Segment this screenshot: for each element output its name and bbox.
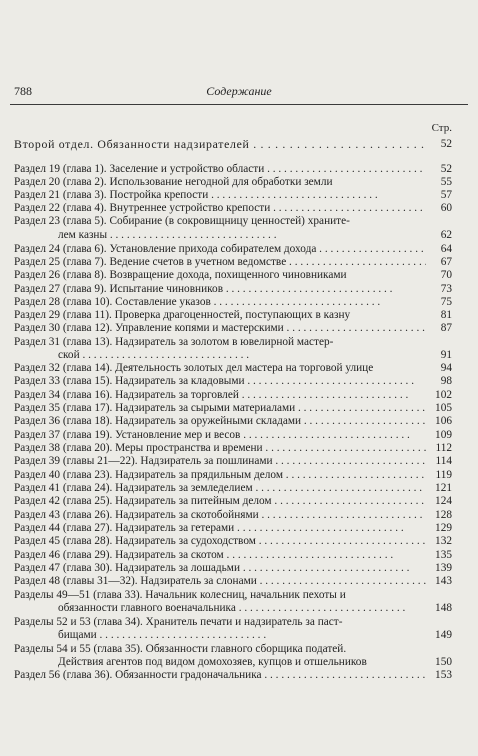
toc-entry-page: 109 <box>435 429 452 441</box>
toc-entry-page: 124 <box>435 495 452 507</box>
toc-entry-text: Раздел 26 (глава 8). Возвращение дохода, похищенного чиновниками <box>14 269 347 281</box>
running-header <box>14 84 464 102</box>
toc-entry-text: Раздел 39 (главы 21—22). Надзиратель за пошлинами . . . <box>14 455 426 468</box>
toc-entry-page: 121 <box>435 482 452 494</box>
toc-entry-page: 132 <box>435 535 452 547</box>
toc-entry-text: Раздел 20 (глава 2). Использование негодной для обработки земли <box>14 176 333 188</box>
toc-entry-page: 106 <box>435 415 452 427</box>
toc-entry-text: Раздел 44 (глава 27). Надзиратель за гетерами . . . <box>14 522 426 535</box>
toc-entry-page: 143 <box>435 575 452 587</box>
toc-entry-text: Разделы 52 и 53 (глава 34). Хранитель печати и надзиратель за паст- <box>14 616 343 628</box>
page-column-header: Стр. <box>431 122 452 134</box>
toc-entry-text: Раздел 36 (глава 18). Надзиратель за оружейными складами . . . <box>14 415 426 428</box>
toc-entry-page: 55 <box>440 176 452 188</box>
page-number: 788 <box>14 84 32 98</box>
toc-entry-page: 153 <box>435 669 452 681</box>
toc-entry-page: 75 <box>440 296 452 308</box>
toc-entry-page: 129 <box>435 522 452 534</box>
toc-entry-text: Раздел 56 (глава 36). Обязанности градоначальника . . . <box>14 669 426 682</box>
toc-entry-text: Раздел 32 (глава 14). Деятельность золотых дел мастера на торговой улице <box>14 362 374 374</box>
toc-entry-page: 139 <box>435 562 452 574</box>
toc-entry-text: обязанности главного военачальника . . . <box>58 602 426 615</box>
toc-entry-text: Раздел 29 (глава 11). Проверка драгоценностей, поступающих в казну <box>14 309 351 321</box>
toc-entry-text: Разделы 49—51 (глава 33). Начальник колесниц, начальник пехоты и <box>14 589 346 601</box>
toc-entry-page: 102 <box>435 389 452 401</box>
toc-entry-text: Раздел 35 (глава 17). Надзиратель за сырыми материалами . . . <box>14 402 426 415</box>
toc-entry-text: Раздел 41 (глава 24). Надзиратель за земледелием . . . <box>14 482 426 495</box>
toc-entry-page: 135 <box>435 549 452 561</box>
toc-entry-text: Раздел 46 (глава 29). Надзиратель за скотом . . . <box>14 549 426 562</box>
toc-entry-text: Второй отдел. Обязанности надзирателей . . . <box>14 138 426 151</box>
toc-entry-page: 87 <box>440 322 452 334</box>
toc-entry-page: 64 <box>440 243 452 255</box>
toc-entry-page: 112 <box>435 442 452 454</box>
header-rule <box>10 104 468 105</box>
toc-entry-page: 52 <box>440 163 452 175</box>
toc-entry-text: Раздел 43 (глава 26). Надзиратель за скотобойнями . . . <box>14 509 426 522</box>
toc-entry-text: Раздел 45 (глава 28). Надзиратель за судоходством . . . <box>14 535 426 548</box>
toc-entry-text: Раздел 34 (глава 16). Надзиратель за торговлей . . . <box>14 389 426 402</box>
toc-entry-page: 67 <box>440 256 452 268</box>
toc-entry-text: Раздел 28 (глава 10). Составление указов . . . <box>14 296 426 309</box>
toc-entry-page: 149 <box>435 629 452 641</box>
toc-entry-text: Раздел 25 (глава 7). Ведение счетов в учетном ведомстве . . . <box>14 256 426 269</box>
toc-entry-page: 52 <box>440 138 452 150</box>
toc-entry-page: 119 <box>435 469 452 481</box>
toc-entry-text: Раздел 48 (главы 31—32). Надзиратель за слонами . . . <box>14 575 426 588</box>
toc-entry-text: Раздел 40 (глава 23). Надзиратель за прядильным делом . . . <box>14 469 426 482</box>
toc-entry-page: 98 <box>440 375 452 387</box>
toc-entry-text: Раздел 30 (глава 12). Управление копями и мастерскими . . . <box>14 322 426 335</box>
toc-entry-page: 62 <box>440 229 452 241</box>
toc-entry-page: 91 <box>440 349 452 361</box>
toc-entry-page: 114 <box>435 455 452 467</box>
toc-entry-page: 150 <box>435 656 452 668</box>
toc-entry-page: 148 <box>435 602 452 614</box>
toc-entry-text: Раздел 31 (глава 13). Надзиратель за золотом в ювелирной мастер- <box>14 336 334 348</box>
toc-entry-page: 70 <box>440 269 452 281</box>
toc-entry-text: Раздел 33 (глава 15). Надзиратель за кладовыми . . . <box>14 375 426 388</box>
running-title: Содержание <box>206 84 272 98</box>
toc-entry-text: Раздел 37 (глава 19). Установление мер и весов . . . <box>14 429 426 442</box>
toc-entry-page: 60 <box>440 202 452 214</box>
toc-entry-text: Раздел 24 (глава 6). Установление прихода собирателем дохода . . . <box>14 243 426 256</box>
toc-entry-text: Раздел 47 (глава 30). Надзиратель за лошадьми . . . <box>14 562 426 575</box>
toc-entry-text: бищами . . . <box>58 629 426 642</box>
toc-entry-text: лем казны . . . <box>58 229 426 242</box>
toc-entry-page: 128 <box>435 509 452 521</box>
toc-entry-text: Раздел 22 (глава 4). Внутреннее устройство крепости . . . <box>14 202 426 215</box>
toc-entry-page: 105 <box>435 402 452 414</box>
toc-entry-page: 81 <box>440 309 452 321</box>
toc-entry-text: ской . . . <box>58 349 426 362</box>
toc-entry-text: Раздел 27 (глава 9). Испытание чиновников . . . <box>14 283 426 296</box>
toc-entry-text: Раздел 42 (глава 25). Надзиратель за питейным делом . . . <box>14 495 426 508</box>
toc-entry-text: Действия агентов под видом домохозяев, купцов и отшельников <box>58 656 367 668</box>
toc-entry-text: Раздел 19 (глава 1). Заселение и устройство области . . . <box>14 163 426 176</box>
toc-entry-text: Раздел 21 (глава 3). Постройка крепости . . . <box>14 189 426 202</box>
toc-entry-page: 94 <box>440 362 452 374</box>
toc-entry-page: 73 <box>440 283 452 295</box>
toc-entry-text: Раздел 23 (глава 5). Собирание (в сокровищницу ценностей) храните- <box>14 215 350 227</box>
toc-entry-page: 57 <box>440 189 452 201</box>
toc-entry-text: Разделы 54 и 55 (глава 35). Обязанности главного сборщика податей. <box>14 643 347 655</box>
toc-entry-text: Раздел 38 (глава 20). Меры пространства и времени . . . <box>14 442 426 455</box>
